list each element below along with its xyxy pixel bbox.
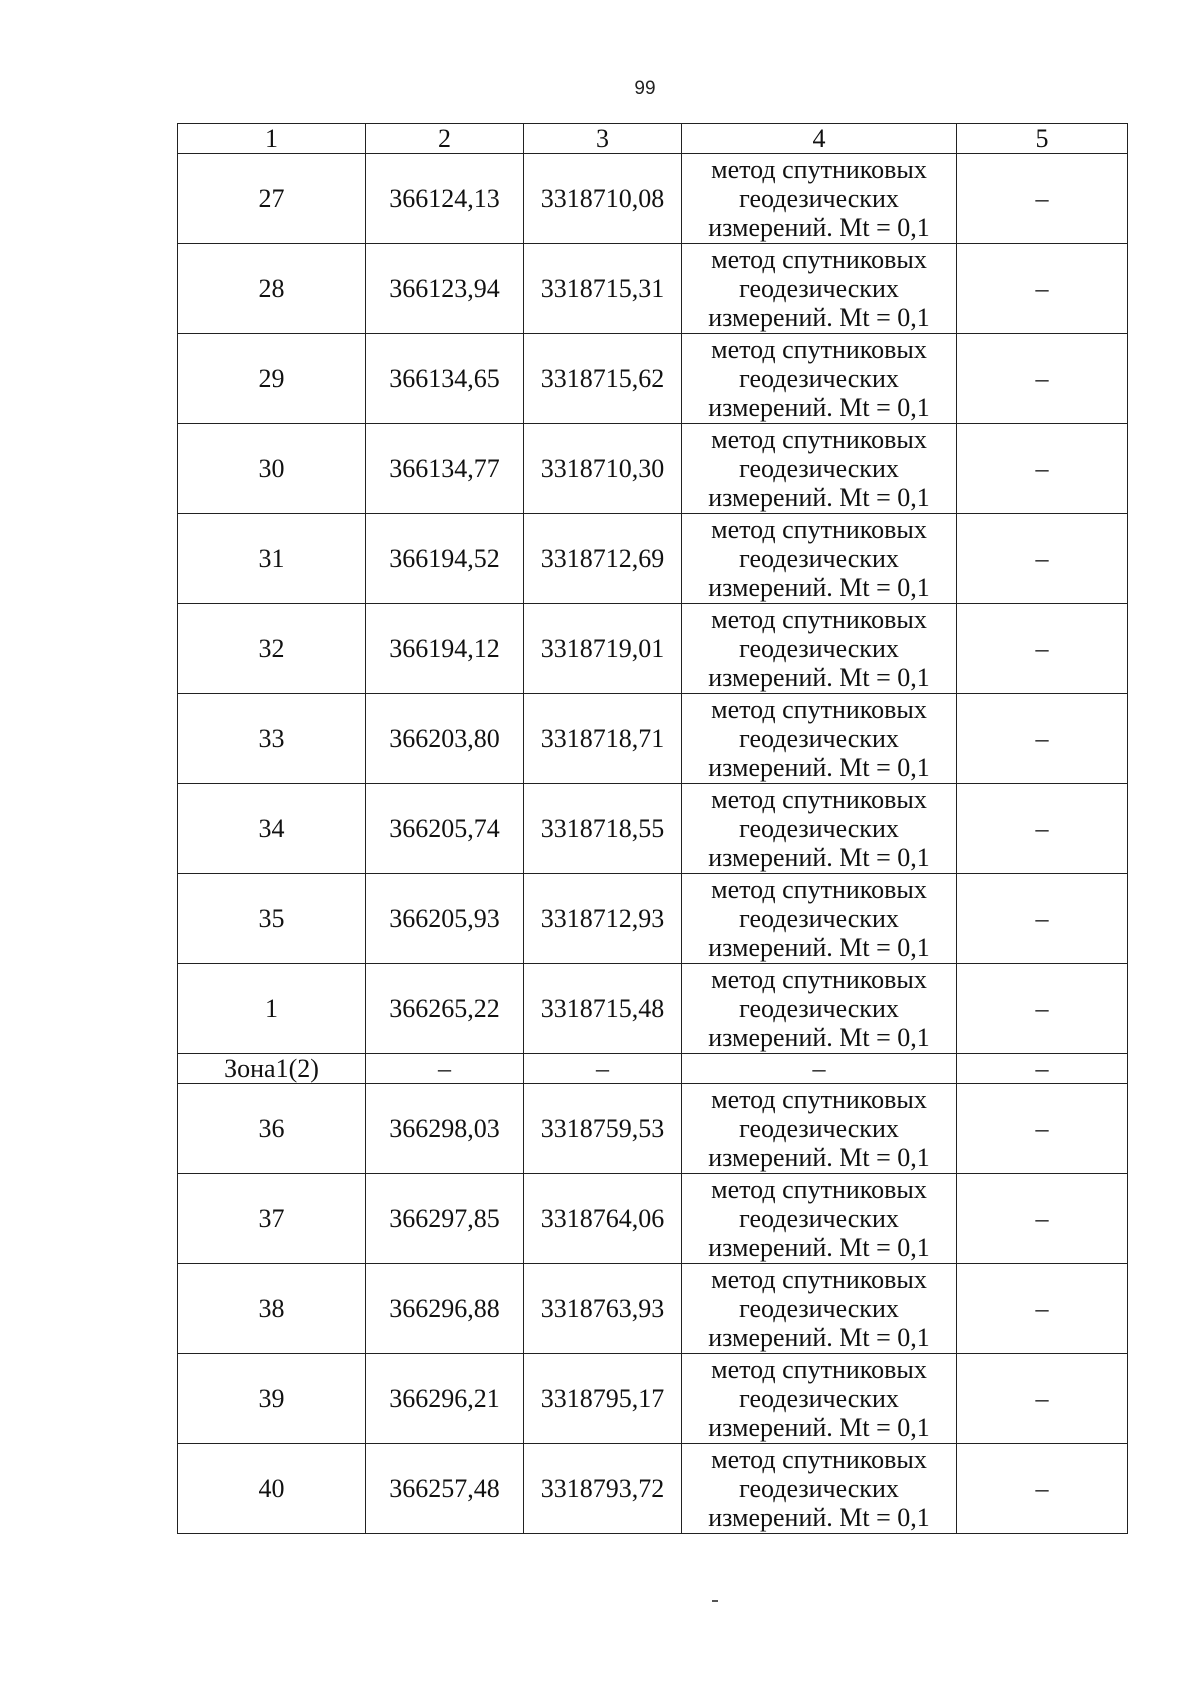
y-coordinate-cell: –	[524, 1054, 682, 1084]
x-coordinate-cell: 366257,48	[366, 1444, 524, 1534]
page-mark	[712, 1600, 718, 1602]
method-cell: метод спутниковых геодезических измерений. Mt = 0,1	[682, 424, 957, 514]
method-cell: метод спутниковых геодезических измерений. Mt = 0,1	[682, 244, 957, 334]
table-row	[178, 874, 1128, 964]
x-coordinate-cell: –	[366, 1054, 524, 1084]
note-cell: –	[957, 604, 1128, 694]
page-number: 99	[634, 78, 656, 99]
method-cell: метод спутниковых геодезических измерений. Mt = 0,1	[682, 154, 957, 244]
x-coordinate-cell: 366296,88	[366, 1264, 524, 1354]
header-cell-note: 5	[957, 124, 1128, 154]
point-cell: 34	[178, 784, 366, 874]
method-cell: метод спутниковых геодезических измерений. Mt = 0,1	[682, 604, 957, 694]
table-row	[178, 514, 1128, 604]
zone-row	[178, 1054, 1128, 1084]
header-row	[178, 124, 1128, 154]
x-coordinate-cell: 366134,77	[366, 424, 524, 514]
method-cell: метод спутниковых геодезических измерений. Mt = 0,1	[682, 514, 957, 604]
point-cell: 1	[178, 964, 366, 1054]
x-coordinate-cell: 366203,80	[366, 694, 524, 784]
x-coordinate-cell: 366194,12	[366, 604, 524, 694]
table-row	[178, 964, 1128, 1054]
note-cell: –	[957, 784, 1128, 874]
table-row	[178, 334, 1128, 424]
table-row	[178, 1174, 1128, 1264]
note-cell: –	[957, 244, 1128, 334]
y-coordinate-cell: 3318793,72	[524, 1444, 682, 1534]
x-coordinate-cell: 366265,22	[366, 964, 524, 1054]
note-cell: –	[957, 964, 1128, 1054]
point-cell: 32	[178, 604, 366, 694]
y-coordinate-cell: 3318712,93	[524, 874, 682, 964]
table-body	[178, 124, 1128, 1534]
table-row	[178, 604, 1128, 694]
x-coordinate-cell: 366296,21	[366, 1354, 524, 1444]
point-cell: 28	[178, 244, 366, 334]
header-cell-method: 4	[682, 124, 957, 154]
point-cell: 33	[178, 694, 366, 784]
method-cell: метод спутниковых геодезических измерений. Mt = 0,1	[682, 964, 957, 1054]
method-cell: метод спутниковых геодезических измерений. Mt = 0,1	[682, 694, 957, 784]
point-cell: Зона1(2)	[178, 1054, 366, 1084]
point-cell: 37	[178, 1174, 366, 1264]
coordinates-table	[177, 123, 1128, 1534]
method-cell: –	[682, 1054, 957, 1084]
x-coordinate-cell: 366124,13	[366, 154, 524, 244]
y-coordinate-cell: 3318715,62	[524, 334, 682, 424]
note-cell: –	[957, 1444, 1128, 1534]
table-row	[178, 694, 1128, 784]
note-cell: –	[957, 424, 1128, 514]
method-cell: метод спутниковых геодезических измерений. Mt = 0,1	[682, 874, 957, 964]
note-cell: –	[957, 154, 1128, 244]
y-coordinate-cell: 3318763,93	[524, 1264, 682, 1354]
y-coordinate-cell: 3318715,31	[524, 244, 682, 334]
method-cell: метод спутниковых геодезических измерений. Mt = 0,1	[682, 1084, 957, 1174]
header-cell-x: 2	[366, 124, 524, 154]
header-cell-point: 1	[178, 124, 366, 154]
x-coordinate-cell: 366297,85	[366, 1174, 524, 1264]
method-cell: метод спутниковых геодезических измерений. Mt = 0,1	[682, 1354, 957, 1444]
x-coordinate-cell: 366205,93	[366, 874, 524, 964]
table-row	[178, 244, 1128, 334]
x-coordinate-cell: 366298,03	[366, 1084, 524, 1174]
note-cell: –	[957, 1174, 1128, 1264]
note-cell: –	[957, 694, 1128, 784]
y-coordinate-cell: 3318764,06	[524, 1174, 682, 1264]
table-row	[178, 1444, 1128, 1534]
point-cell: 29	[178, 334, 366, 424]
x-coordinate-cell: 366205,74	[366, 784, 524, 874]
method-cell: метод спутниковых геодезических измерений. Mt = 0,1	[682, 1444, 957, 1534]
point-cell: 27	[178, 154, 366, 244]
point-cell: 31	[178, 514, 366, 604]
y-coordinate-cell: 3318719,01	[524, 604, 682, 694]
table-row	[178, 1354, 1128, 1444]
note-cell: –	[957, 514, 1128, 604]
point-cell: 39	[178, 1354, 366, 1444]
point-cell: 36	[178, 1084, 366, 1174]
y-coordinate-cell: 3318710,08	[524, 154, 682, 244]
note-cell: –	[957, 1264, 1128, 1354]
method-cell: метод спутниковых геодезических измерений. Mt = 0,1	[682, 1264, 957, 1354]
y-coordinate-cell: 3318710,30	[524, 424, 682, 514]
x-coordinate-cell: 366123,94	[366, 244, 524, 334]
method-cell: метод спутниковых геодезических измерений. Mt = 0,1	[682, 784, 957, 874]
method-cell: метод спутниковых геодезических измерений. Mt = 0,1	[682, 334, 957, 424]
point-cell: 38	[178, 1264, 366, 1354]
y-coordinate-cell: 3318759,53	[524, 1084, 682, 1174]
note-cell: –	[957, 1054, 1128, 1084]
y-coordinate-cell: 3318718,71	[524, 694, 682, 784]
note-cell: –	[957, 1084, 1128, 1174]
note-cell: –	[957, 334, 1128, 424]
table-row	[178, 1264, 1128, 1354]
y-coordinate-cell: 3318712,69	[524, 514, 682, 604]
table-row	[178, 784, 1128, 874]
method-cell: метод спутниковых геодезических измерений. Mt = 0,1	[682, 1174, 957, 1264]
x-coordinate-cell: 366134,65	[366, 334, 524, 424]
table-row	[178, 1084, 1128, 1174]
note-cell: –	[957, 874, 1128, 964]
table-row	[178, 424, 1128, 514]
table-row	[178, 154, 1128, 244]
point-cell: 40	[178, 1444, 366, 1534]
y-coordinate-cell: 3318715,48	[524, 964, 682, 1054]
point-cell: 30	[178, 424, 366, 514]
point-cell: 35	[178, 874, 366, 964]
y-coordinate-cell: 3318718,55	[524, 784, 682, 874]
note-cell: –	[957, 1354, 1128, 1444]
header-cell-y: 3	[524, 124, 682, 154]
x-coordinate-cell: 366194,52	[366, 514, 524, 604]
y-coordinate-cell: 3318795,17	[524, 1354, 682, 1444]
